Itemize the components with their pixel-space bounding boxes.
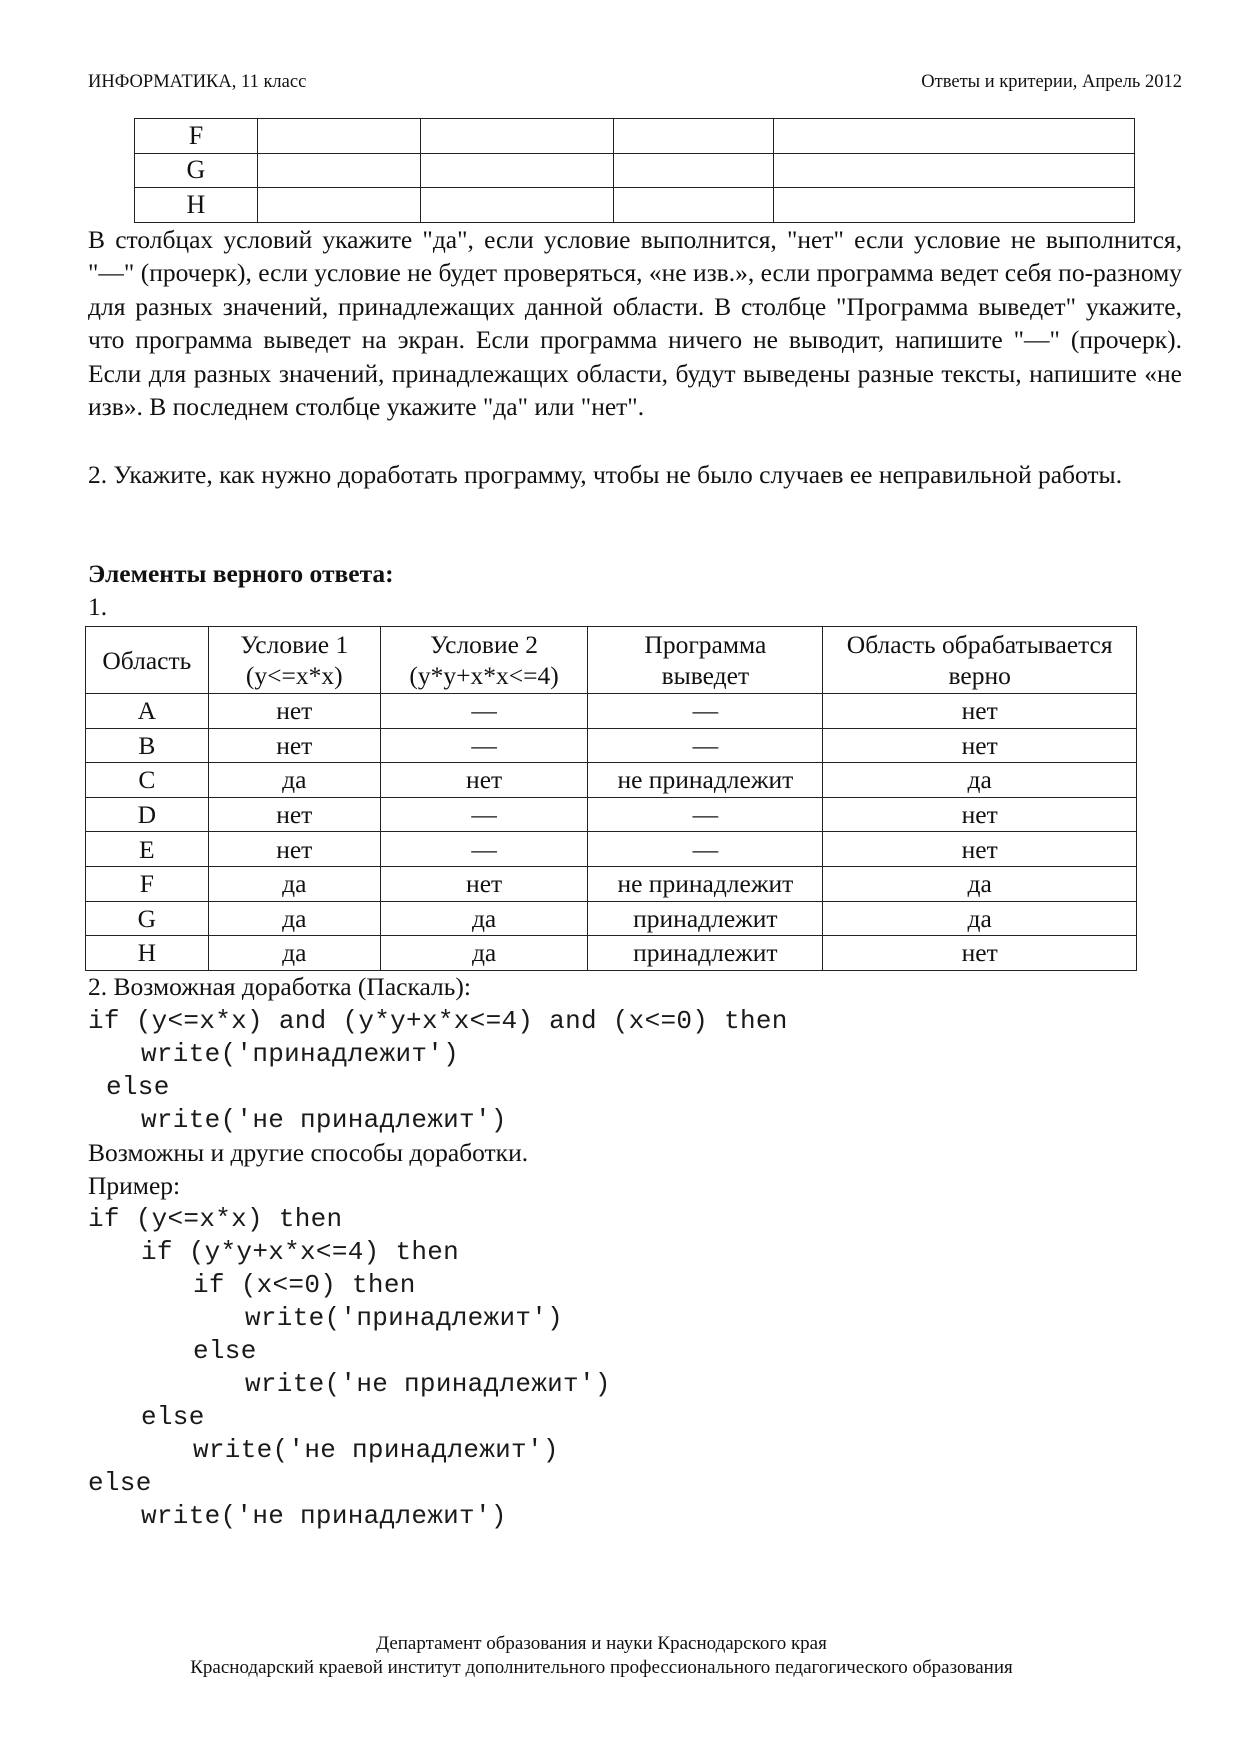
table-cell: нет [208, 832, 380, 867]
top-table [134, 118, 1135, 223]
instructions-paragraph: В столбцах условий укажите "да", если условие выполнится, "нет" если условие не выполнится, "—" (прочерк), если условие не будет проверяться, «не изв.», если программа ведет себя по-разному для разных значений, принадлежащих данной области. В столбце "Программа выведет" укажите, что программа выведет на экран. Если программа ничего не выводит, напишите "—" (прочерк). Если для разных значений, принадлежащих области, будут выведены разные тексты, напишите «не изв». В последнем столбце укажите "да" или "нет". [88, 225, 1182, 422]
table-cell: — [588, 797, 823, 832]
code-line: if (y*y+x*x<=4) then [141, 1237, 460, 1267]
table-cell: да [823, 901, 1137, 936]
table-cell: не принадлежит [588, 763, 823, 798]
column-header: Условие 2 (y*y+x*x<=4) [380, 627, 587, 694]
code-line: write('принадлежит') [245, 1303, 564, 1333]
empty-cell [257, 119, 420, 154]
table-cell: принадлежит [588, 901, 823, 936]
table-cell: да [208, 936, 380, 971]
table-cell: C [86, 763, 209, 798]
example-label: Пример: [88, 1171, 181, 1200]
code-line: else [193, 1336, 257, 1366]
table-row [86, 866, 1137, 901]
table-cell: нет [823, 694, 1137, 729]
table-cell: E [86, 832, 209, 867]
code-line: else [106, 1072, 170, 1102]
table-cell: — [380, 728, 587, 763]
code-line: write('принадлежит') [141, 1039, 460, 1069]
table-cell: — [380, 797, 587, 832]
other-ways-text: Возможны и другие способы доработки. [88, 1138, 529, 1167]
table-cell: принадлежит [588, 936, 823, 971]
table-cell: нет [380, 866, 587, 901]
empty-cell [420, 153, 613, 188]
table-row [86, 694, 1137, 729]
table-cell: нет [823, 832, 1137, 867]
table-row [135, 153, 1135, 188]
table-cell: — [380, 694, 587, 729]
table-cell: да [823, 866, 1137, 901]
column-header: Программа выведет [588, 627, 823, 694]
footer-institute: Краснодарский краевой институт дополнительного профессионального педагогического образования [190, 1657, 1013, 1678]
code-line: else [88, 1468, 152, 1498]
empty-cell [774, 119, 1135, 154]
code-line: else [141, 1402, 205, 1432]
table-cell: нет [208, 728, 380, 763]
table-cell: H [86, 936, 209, 971]
table-cell: нет [823, 797, 1137, 832]
empty-cell [774, 153, 1135, 188]
table-header-row [86, 627, 1137, 694]
region-cell: H [135, 188, 258, 223]
empty-cell [613, 188, 774, 223]
column-header: Область обрабатывается верно [823, 627, 1137, 694]
table-cell: нет [208, 797, 380, 832]
code-line: if (x<=0) then [193, 1270, 416, 1300]
answer-item-1: 1. [88, 592, 108, 621]
table-cell: да [823, 763, 1137, 798]
table-row [135, 188, 1135, 223]
table-row [86, 797, 1137, 832]
code-line: write('не принадлежит') [141, 1105, 507, 1135]
table-cell: A [86, 694, 209, 729]
table-cell: да [208, 866, 380, 901]
empty-cell [257, 153, 420, 188]
table-cell: — [588, 694, 823, 729]
empty-cell [613, 153, 774, 188]
column-header: Условие 1 (y<=x*x) [208, 627, 380, 694]
table-row [86, 832, 1137, 867]
table-cell: нет [823, 936, 1137, 971]
table-cell: нет [380, 763, 587, 798]
code-line: if (y<=x*x) and (y*y+x*x<=4) and (x<=0) then [88, 1006, 788, 1036]
empty-cell [420, 119, 613, 154]
empty-cell [420, 188, 613, 223]
table-cell: нет [823, 728, 1137, 763]
code-line: write('не принадлежит') [141, 1501, 507, 1531]
code-line: if (y<=x*x) then [88, 1204, 343, 1234]
empty-cell [613, 119, 774, 154]
table-row [135, 119, 1135, 154]
table-cell: B [86, 728, 209, 763]
table-cell: G [86, 901, 209, 936]
table-cell: да [208, 901, 380, 936]
code-line: write('не принадлежит') [193, 1435, 559, 1465]
table-cell: да [380, 901, 587, 936]
table-row [86, 901, 1137, 936]
empty-cell [774, 188, 1135, 223]
table-row [86, 728, 1137, 763]
column-header: Область [86, 627, 209, 694]
region-cell: F [135, 119, 258, 154]
code-line: write('не принадлежит') [245, 1369, 611, 1399]
header-title: Ответы и критерии, Апрель 2012 [921, 72, 1182, 92]
table-cell: — [588, 832, 823, 867]
table-cell: — [588, 728, 823, 763]
empty-cell [257, 188, 420, 223]
table-cell: да [208, 763, 380, 798]
task2-paragraph: 2. Укажите, как нужно доработать программу, чтобы не было случаев ее неправильной работы. [88, 460, 1123, 489]
table-row [86, 936, 1137, 971]
answer-table [85, 626, 1137, 971]
footer-department: Департамент образования и науки Краснодарского края [376, 1633, 827, 1654]
table-cell: — [380, 832, 587, 867]
table-row [86, 763, 1137, 798]
table-cell: не принадлежит [588, 866, 823, 901]
table-cell: да [380, 936, 587, 971]
table-cell: нет [208, 694, 380, 729]
table-cell: F [86, 866, 209, 901]
table-cell: D [86, 797, 209, 832]
header-subject: ИНФОРМАТИКА, 11 класс [88, 72, 307, 92]
region-cell: G [135, 153, 258, 188]
answer-heading: Элементы верного ответа: [88, 559, 394, 588]
fix-label: 2. Возможная доработка (Паскаль): [88, 972, 471, 1001]
